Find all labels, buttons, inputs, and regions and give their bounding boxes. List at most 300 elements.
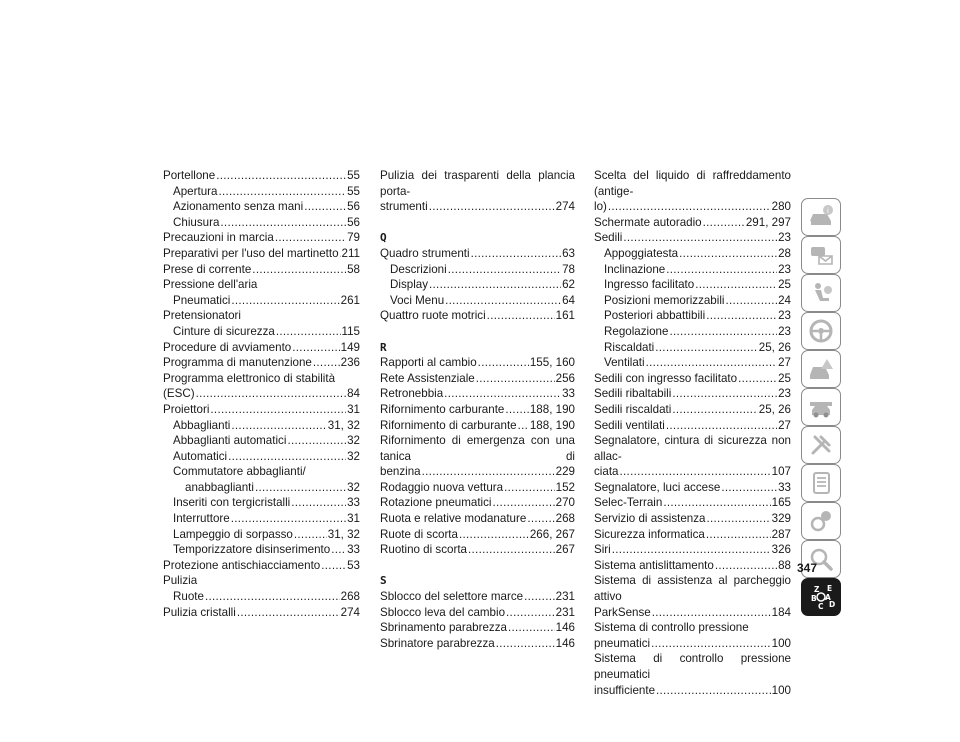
- entry-label: Sedili con ingresso facilitato: [594, 371, 738, 385]
- entry-label: (ESC): [163, 387, 195, 401]
- dot-leader: [476, 371, 555, 387]
- index-entry: [163, 542, 360, 558]
- dot-leader: [231, 418, 326, 434]
- entry-page-ref[interactable]: 31, 32: [327, 418, 360, 432]
- index-entry: [594, 464, 791, 480]
- entry-label: lo): [594, 200, 607, 214]
- dot-leader: [623, 230, 777, 246]
- entry-label: Rete Assistenziale: [380, 371, 475, 385]
- tab-car-info[interactable]: [801, 198, 841, 236]
- index-entry: [594, 683, 791, 699]
- entry-label: Sbrinatore parabrezza: [380, 636, 495, 650]
- entry-page-ref[interactable]: 270: [555, 496, 575, 510]
- dot-leader: [715, 558, 777, 574]
- index-entry: [380, 246, 575, 262]
- index-entry: [594, 262, 791, 278]
- entry-label: Procedure di avviamento: [163, 340, 292, 354]
- index-heading: Pressione dell'aria: [163, 278, 258, 292]
- entry-label: ParkSense: [594, 605, 651, 619]
- dot-leader: [706, 511, 770, 527]
- dot-leader: [237, 605, 340, 621]
- dot-leader: [275, 230, 346, 246]
- dot-leader: [608, 199, 771, 215]
- index-letter-c: C: [818, 602, 824, 611]
- multimedia-icon: [807, 507, 835, 535]
- entry-label: Voci Menu: [390, 293, 445, 307]
- entry-page-ref[interactable]: 274: [555, 200, 575, 214]
- index-entry: [380, 293, 575, 309]
- tab-service[interactable]: [801, 388, 841, 426]
- dot-leader: [527, 511, 554, 527]
- index-entry: [380, 199, 575, 215]
- index-entry: [163, 511, 360, 527]
- dot-leader: [478, 355, 529, 371]
- entry-label: Inseriti con tergicristalli: [173, 496, 291, 510]
- index-heading: Sistema di assistenza al parcheggio attivo: [594, 574, 791, 604]
- entry-page-ref[interactable]: 32: [347, 449, 360, 463]
- entry-page-ref[interactable]: 33: [778, 480, 791, 494]
- entry-label: Schermate autoradio: [594, 215, 702, 229]
- entry-page-ref[interactable]: 261: [340, 293, 360, 307]
- entry-page-ref[interactable]: 188, 190: [529, 402, 575, 416]
- entry-page-ref[interactable]: 56: [347, 215, 360, 229]
- section-letter: S: [380, 574, 387, 588]
- index-heading: Rifornimento di emergenza con una tanica di: [380, 434, 575, 463]
- index-entry: [594, 324, 791, 340]
- dot-leader: [459, 527, 529, 543]
- dot-leader: [663, 495, 770, 511]
- index-letter-a: A: [825, 593, 831, 602]
- index-entry: [163, 558, 360, 574]
- tab-emergency[interactable]: [801, 350, 841, 388]
- specs-list-icon: [807, 469, 835, 497]
- dot-leader: [672, 386, 777, 402]
- index-column-3: [594, 168, 791, 698]
- index-entry: [594, 371, 791, 387]
- entry-label: Automatici: [173, 449, 228, 463]
- dot-leader: [429, 199, 555, 215]
- entry-label: Sistema antislittamento: [594, 558, 714, 572]
- entry-label: Portellone: [163, 169, 216, 182]
- emergency-car-icon: [807, 355, 835, 383]
- index-heading: Sistema di controllo pressione pneumatici: [594, 652, 791, 681]
- dot-leader: [652, 605, 771, 621]
- wrench-tools-icon: [807, 431, 835, 459]
- index-entry: [380, 262, 575, 278]
- entry-page-ref[interactable]: 25, 26: [758, 402, 791, 416]
- entry-page-ref[interactable]: 53: [347, 558, 360, 572]
- entry-page-ref[interactable]: 267: [555, 543, 575, 557]
- entry-page-ref[interactable]: 146: [555, 621, 575, 635]
- car-info-icon: [807, 203, 835, 231]
- tab-driving[interactable]: [801, 312, 841, 350]
- dot-leader: [679, 246, 777, 262]
- index-entry: [380, 277, 575, 293]
- index-entry: [380, 464, 575, 480]
- service-car-icon: [807, 393, 835, 421]
- entry-page-ref[interactable]: 27: [778, 418, 791, 432]
- index-entry: [163, 386, 360, 402]
- tab-safety[interactable]: [801, 274, 841, 312]
- dot-leader: [508, 620, 555, 636]
- entry-label: Ingresso facilitato: [604, 278, 695, 292]
- dot-leader: [252, 262, 346, 278]
- dot-leader: [291, 495, 346, 511]
- dot-leader: [518, 418, 529, 434]
- dot-leader: [255, 480, 346, 496]
- svg-text:i: i: [827, 207, 829, 215]
- index-entry: [163, 293, 360, 309]
- index-entry: [594, 215, 791, 231]
- dot-leader: [612, 542, 771, 558]
- dot-leader: [738, 371, 777, 387]
- entry-label: Sicurezza informatica: [594, 527, 705, 541]
- index-entry: [594, 199, 791, 215]
- index-entry: [380, 589, 575, 605]
- index-heading: Pulizia dei trasparenti della plancia porta-: [380, 169, 575, 198]
- dot-leader: [646, 355, 777, 371]
- entry-page-ref[interactable]: 231: [555, 590, 575, 604]
- entry-page-ref[interactable]: 56: [347, 200, 360, 214]
- dashboard-lights-icon: [807, 241, 835, 269]
- entry-label: Descrizioni: [390, 262, 447, 276]
- dot-leader: [231, 511, 346, 527]
- index-entry: [380, 605, 575, 621]
- dot-leader: [656, 683, 771, 699]
- entry-label: Display: [390, 278, 429, 292]
- entry-page-ref[interactable]: 88: [778, 558, 791, 572]
- index-entry: [594, 293, 791, 309]
- section-gap: [380, 324, 575, 340]
- entry-label: Abbaglianti automatici: [173, 434, 287, 448]
- entry-label: Retronebbia: [380, 387, 444, 401]
- section-gap: [380, 558, 575, 574]
- index-entry: [594, 386, 791, 402]
- index-entry: [163, 589, 360, 605]
- entry-page-ref[interactable]: 266, 267: [529, 527, 575, 541]
- entry-page-ref[interactable]: 23: [778, 324, 791, 338]
- entry-page-ref[interactable]: 79: [347, 231, 360, 245]
- dot-leader: [210, 402, 346, 418]
- dot-leader: [294, 527, 327, 543]
- entry-page-ref[interactable]: 107: [771, 465, 791, 479]
- dot-leader: [276, 324, 341, 340]
- entry-page-ref[interactable]: 24: [778, 293, 791, 307]
- index-entry: [594, 308, 791, 324]
- index-entry: [594, 527, 791, 543]
- entry-page-ref[interactable]: 291, 297: [745, 215, 791, 229]
- section-letter: R: [380, 340, 387, 354]
- entry-label: Ruotino di scorta: [380, 543, 467, 557]
- index-entry: [163, 433, 360, 449]
- entry-label: Abbaglianti: [173, 418, 231, 432]
- index-entry: [163, 324, 360, 340]
- tab-specs[interactable]: [801, 464, 841, 502]
- entry-label: Sbrinamento parabrezza: [380, 621, 507, 635]
- index-entry: [594, 277, 791, 293]
- entry-label: Temporizzatore disinserimento: [173, 543, 331, 557]
- entry-label: Sedili: [594, 231, 623, 245]
- index-entry: [594, 636, 791, 652]
- tab-index[interactable]: [801, 578, 841, 616]
- dot-leader: [429, 277, 561, 293]
- entry-page-ref[interactable]: 211: [341, 246, 360, 260]
- entry-page-ref[interactable]: 78: [562, 262, 575, 276]
- index-entry: [163, 168, 360, 184]
- index-entry: [380, 495, 575, 511]
- entry-page-ref[interactable]: 280: [771, 200, 791, 214]
- entry-label: strumenti: [380, 200, 428, 214]
- index-letter-e: E: [827, 584, 833, 593]
- entry-label: benzina: [380, 465, 421, 479]
- entry-page-ref[interactable]: 274: [340, 605, 360, 619]
- entry-page-ref[interactable]: 31, 32: [327, 527, 360, 541]
- dot-leader: [196, 386, 347, 402]
- entry-page-ref[interactable]: 149: [340, 340, 360, 354]
- dot-leader: [620, 464, 771, 480]
- entry-page-ref[interactable]: 23: [778, 231, 791, 245]
- entry-page-ref[interactable]: 256: [555, 371, 575, 385]
- index-entry: [163, 215, 360, 231]
- dot-leader: [493, 495, 555, 511]
- index-entry: [380, 386, 575, 402]
- index-heading: Sistema di controllo pressione: [594, 621, 749, 635]
- dot-leader: [506, 605, 555, 621]
- index-entry: [594, 246, 791, 262]
- entry-page-ref[interactable]: 184: [771, 605, 791, 619]
- entry-label: Ruota e relative modanature: [380, 512, 527, 526]
- entry-label: Ventilati: [604, 356, 645, 370]
- index-entry: [380, 542, 575, 558]
- index-heading: Programma elettronico di stabilità: [163, 371, 336, 385]
- entry-page-ref[interactable]: 100: [771, 636, 791, 650]
- index-entry: [594, 542, 791, 558]
- index-entry: [163, 418, 360, 434]
- entry-label: Protezione antischiacciamento: [163, 558, 321, 572]
- dot-leader: [706, 308, 777, 324]
- index-letter-z: Z: [814, 585, 820, 594]
- index-entry: [380, 480, 575, 496]
- index-entry: [594, 355, 791, 371]
- entry-page-ref[interactable]: 100: [771, 683, 791, 697]
- entry-page-ref[interactable]: 55: [347, 169, 360, 182]
- index-entry: [163, 184, 360, 200]
- entry-label: Chiusura: [173, 215, 220, 229]
- entry-page-ref[interactable]: 188, 190: [529, 418, 575, 432]
- entry-label: anabbaglianti: [185, 480, 254, 494]
- entry-page-ref[interactable]: 23: [778, 262, 791, 276]
- entry-page-ref[interactable]: 32: [347, 480, 360, 494]
- entry-page-ref[interactable]: 287: [771, 527, 791, 541]
- entry-label: Posizioni memorizzabili: [604, 293, 725, 307]
- entry-label: Apertura: [173, 184, 218, 198]
- index-entry: [594, 418, 791, 434]
- dot-leader: [205, 589, 340, 605]
- safety-airbag-icon: [807, 279, 835, 307]
- index-entry: [594, 511, 791, 527]
- entry-page-ref[interactable]: 229: [555, 465, 575, 479]
- entry-page-ref[interactable]: 28: [778, 246, 791, 260]
- entry-page-ref[interactable]: 23: [778, 387, 791, 401]
- page-number: 347: [797, 561, 818, 575]
- dot-leader: [487, 308, 555, 324]
- entry-label: insufficiente: [594, 683, 656, 697]
- entry-page-ref[interactable]: 32: [347, 434, 360, 448]
- dot-leader: [505, 402, 528, 418]
- entry-page-ref[interactable]: 63: [562, 246, 575, 260]
- index-entry: [163, 262, 360, 278]
- entry-label: Riscaldati: [604, 340, 655, 354]
- index-heading: Segnalatore, cintura di sicurezza non allac-: [594, 434, 791, 463]
- dot-leader: [468, 542, 555, 558]
- index-entry: [163, 449, 360, 465]
- dot-leader: [304, 199, 346, 215]
- entry-page-ref[interactable]: 25: [778, 371, 791, 385]
- index-entry: [163, 527, 360, 543]
- index-entry: [380, 371, 575, 387]
- entry-label: Preparativi per l'uso del martinetto: [163, 246, 339, 260]
- tab-maintenance[interactable]: [801, 426, 841, 464]
- index-entry: [594, 558, 791, 574]
- entry-page-ref[interactable]: 31: [347, 512, 360, 526]
- entry-label: pneumatici: [594, 636, 651, 650]
- dot-leader: [496, 636, 555, 652]
- entry-label: Segnalatore, luci accese: [594, 480, 721, 494]
- alphabet-index-icon: [807, 583, 835, 611]
- entry-label: Azionamento senza mani: [173, 200, 304, 214]
- entry-label: Siri: [594, 543, 611, 557]
- entry-label: Pulizia cristalli: [163, 605, 236, 619]
- index-letter-b: B: [811, 594, 817, 603]
- entry-label: Servizio di assistenza: [594, 512, 706, 526]
- entry-label: Selec-Terrain: [594, 496, 663, 510]
- steering-wheel-icon: [807, 317, 835, 345]
- entry-page-ref[interactable]: 62: [562, 278, 575, 292]
- dot-leader: [721, 480, 777, 496]
- entry-page-ref[interactable]: 155, 160: [529, 356, 575, 370]
- dot-leader: [471, 246, 562, 262]
- index-column-2: [380, 168, 575, 651]
- entry-page-ref[interactable]: 161: [555, 309, 575, 323]
- dot-leader: [695, 277, 777, 293]
- index-entry: [380, 355, 575, 371]
- entry-page-ref[interactable]: 268: [555, 512, 575, 526]
- entry-page-ref[interactable]: 146: [555, 636, 575, 650]
- index-heading: Scelta del liquido di raffreddamento (antige-: [594, 169, 791, 198]
- entry-label: Sblocco del selettore marce: [380, 590, 524, 604]
- dot-leader: [448, 262, 561, 278]
- dot-leader: [445, 293, 561, 309]
- index-entry: [594, 480, 791, 496]
- dot-leader: [725, 293, 777, 309]
- dot-leader: [669, 324, 777, 340]
- index-entry: [594, 402, 791, 418]
- entry-page-ref[interactable]: 268: [340, 590, 360, 604]
- index-entry: [163, 480, 360, 496]
- tab-dashboard[interactable]: [801, 236, 841, 274]
- dot-leader: [331, 542, 346, 558]
- tab-multimedia[interactable]: [801, 502, 841, 540]
- entry-page-ref[interactable]: 23: [778, 309, 791, 323]
- dot-leader: [218, 184, 346, 200]
- entry-page-ref[interactable]: 115: [341, 324, 360, 338]
- index-entry: [380, 511, 575, 527]
- entry-label: Sblocco leva del cambio: [380, 605, 506, 619]
- entry-page-ref[interactable]: 25, 26: [758, 340, 791, 354]
- dot-leader: [287, 433, 346, 449]
- entry-label: Rotazione pneumatici: [380, 496, 492, 510]
- entry-label: Rapporti al cambio: [380, 356, 477, 370]
- entry-page-ref[interactable]: 165: [771, 496, 791, 510]
- entry-label: Regolazione: [604, 324, 669, 338]
- dot-leader: [321, 558, 346, 574]
- entry-page-ref[interactable]: 25: [778, 278, 791, 292]
- entry-page-ref[interactable]: 152: [555, 480, 575, 494]
- entry-label: Sedili ventilati: [594, 418, 665, 432]
- index-entry: [594, 340, 791, 356]
- index-entry: [163, 605, 360, 621]
- entry-label: Posteriori abbattibili: [604, 309, 706, 323]
- entry-label: Rifornimento carburante: [380, 402, 505, 416]
- entry-label: Ruote di scorta: [380, 527, 458, 541]
- entry-label: Quadro strumenti: [380, 246, 470, 260]
- entry-page-ref[interactable]: 64: [562, 293, 575, 307]
- index-entry: [594, 230, 791, 246]
- entry-label: Rifornimento di carburante: [380, 418, 517, 432]
- index-letter-d: D: [829, 600, 835, 609]
- entry-page-ref[interactable]: 31: [347, 402, 360, 416]
- entry-page-ref[interactable]: 55: [347, 184, 360, 198]
- index-entry: [163, 340, 360, 356]
- index-entry: [380, 402, 575, 418]
- entry-label: Cinture di sicurezza: [173, 324, 275, 338]
- index-entry: [163, 230, 360, 246]
- entry-page-ref[interactable]: 231: [555, 605, 575, 619]
- entry-page-ref[interactable]: 33: [347, 496, 360, 510]
- dot-leader: [655, 340, 758, 356]
- entry-label: Proiettori: [163, 402, 210, 416]
- entry-page-ref[interactable]: 84: [347, 387, 360, 401]
- entry-page-ref[interactable]: 236: [340, 356, 360, 370]
- dot-leader: [504, 480, 555, 496]
- index-entry: [163, 246, 360, 262]
- dot-leader: [703, 215, 745, 231]
- entry-page-ref[interactable]: 33: [347, 543, 360, 557]
- entry-label: Appoggiatesta: [604, 246, 679, 260]
- entry-label: Precauzioni in marcia: [163, 231, 274, 245]
- entry-page-ref[interactable]: 326: [771, 543, 791, 557]
- entry-page-ref[interactable]: 27: [778, 356, 791, 370]
- index-entry: [594, 495, 791, 511]
- dot-leader: [666, 262, 777, 278]
- dot-leader: [231, 293, 339, 309]
- entry-page-ref[interactable]: 329: [771, 512, 791, 526]
- dot-leader: [216, 168, 346, 184]
- dot-leader: [666, 418, 777, 434]
- index-entry: [380, 418, 575, 434]
- entry-label: Ruote: [173, 590, 204, 604]
- index-entry: [380, 308, 575, 324]
- index-heading: Pulizia: [163, 574, 198, 588]
- index-entry: [380, 620, 575, 636]
- entry-page-ref[interactable]: 58: [347, 262, 360, 276]
- dot-leader: [292, 340, 339, 356]
- entry-label: Programma di manutenzione: [163, 356, 312, 370]
- dot-leader: [422, 464, 555, 480]
- index-entry: [380, 636, 575, 652]
- entry-page-ref[interactable]: 33: [562, 387, 575, 401]
- index-heading: Pretensionatori: [163, 309, 241, 323]
